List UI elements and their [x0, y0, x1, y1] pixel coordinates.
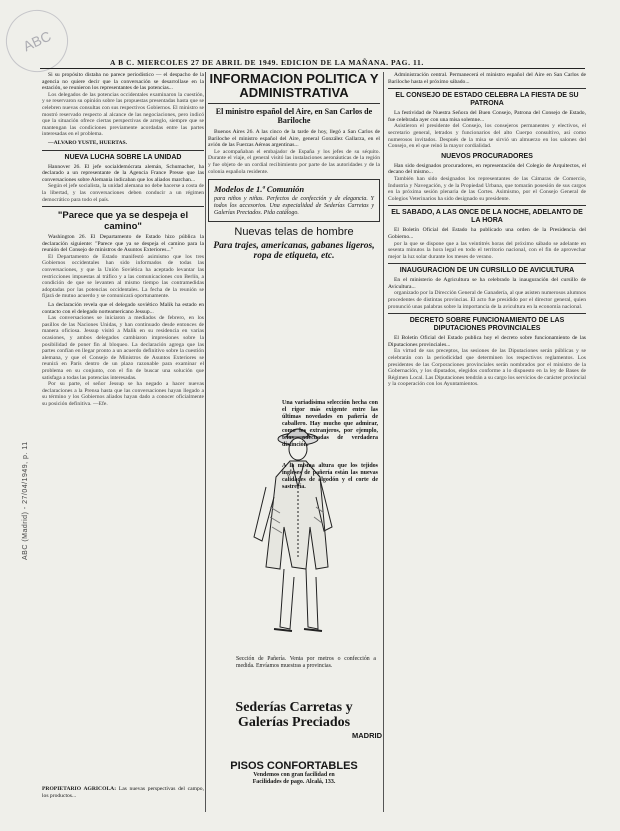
- procuradores-body: Han sido designados procuradores, en representación del Colegio de Arquitectos, el decano del mismo...: [388, 162, 586, 176]
- ministro-body-cont: Le acompañaban el embajador de España y los jefes de su séquito. Durante el viaje, el general visitó las instalaciones aeronáuticas de la región y fue objeto de un cordial recibimiento por parte de las autoridades y de la colonia española residente.: [208, 148, 380, 175]
- declaracion-body-cont: Las conversaciones se iniciaron a mediados de febrero, en los pasillos de las Naciones Unidas, y han continuado desde entonces de manera oficiosa. Jessup visitó a Malik en su residencia en varias ocasiones, y ambos delegados cambiaron impresiones sobre la posibilidad de poner fin al bloqueo. La declaración agrega que las partes confían en llegar pronto a un acuerdo definitivo sobre la cuestión alemana, y que el Consejo de Ministros de Asuntos Exteriores se reunirá en París dentro de un plazo razonable para examinar el problema en su conjunto, con el fin de buscar una solución que satisfaga a todas las potencias interesadas.: [42, 315, 204, 381]
- apartments-ad-line2: Facilidades de pago. Alcalá, 133.: [252, 778, 336, 785]
- communion-ad: [208, 179, 380, 221]
- running-head: A B C. MIERCOLES 27 DE ABRIL DE 1949. EDICION DE LA MAÑANA. PAG. 11.: [110, 58, 424, 67]
- declaracion-body: La declaración revela que el delegado soviético Malik ha estado en contacto con el delegado norteamericano Jessup...: [42, 302, 204, 315]
- headline-consejo: EL CONSEJO DE ESTADO CELEBRA LA FIESTA DE SU PATRONA: [395, 92, 579, 108]
- fabric-ad-text2: A la misma altura que los tejidos ingleses de pañería están las nuevas calidades de algodón y el corte de sastrería.: [282, 463, 378, 490]
- fabric-ad-text: Una variadísima selección hecha con el rigor más exigente entre las últimas novedades en pañería de caballero. Hay mucho que admirar, como los extranjeros, por ejemplo, telas adecuadas de verdadera distinción.: [282, 400, 378, 448]
- cursillo-body-cont: organizado por la Dirección General de Ganadería, al que asisten numerosos alumnos procedentes de distintas provincias. El acto fue presidido por el director general, quien pronunció unas palabras sobre la importancia de la avicultura en la economía nacional.: [388, 290, 586, 310]
- apartments-ad-line1: Vendemos con gran facilidad en: [253, 772, 335, 778]
- library-stamp: ABC: [0, 0, 78, 82]
- headline-ministro: El ministro español del Aire, en San Carlos de Bariloche: [215, 107, 373, 125]
- separator: [388, 205, 586, 206]
- separator: [42, 150, 204, 151]
- declaracion-body-cont2: Por su parte, el señor Jessup se ha negado a hacer nuevas declaraciones a la Prensa hasta que las conversaciones hayan llegado a su término y los Gobiernos aliados hayan dado a conocer oficialmente su posición definitiva. —Efe.: [42, 381, 204, 407]
- column-3: [388, 72, 586, 812]
- separator: [388, 263, 586, 264]
- cursillo-body: En el ministerio de Agricultura se ha celebrado la inauguración del cursillo de Avicultura...: [388, 277, 586, 290]
- separator: [388, 88, 586, 89]
- separator: [42, 206, 204, 207]
- unidad-body: Hannover 26. El jefe socialdemócrata alemán, Schumacher, ha declarado a un representante de la Agencia France Presse que las conversaciones sobre Alemania indicaban que los aliados marchan...: [42, 163, 204, 183]
- apartments-ad: [206, 760, 382, 786]
- fabric-ad-copy: [282, 400, 378, 491]
- apartments-ad-title: PISOS CONFORTABLES: [230, 760, 358, 772]
- unidad-body-cont: Según el jefe socialista, la unidad alemana no debe hacerse a costa de la libertad, y las conversaciones deben conducir a un régimen democrático para todo el país.: [42, 183, 204, 203]
- headline-procuradores: NUEVOS PROCURADORES: [441, 152, 533, 160]
- diputaciones-body: El Boletín Oficial del Estado publica hoy el decreto sobre funcionamiento de las Diputaciones provinciales...: [388, 335, 586, 348]
- column-1: [42, 72, 204, 812]
- agricultural-notice: [42, 786, 204, 799]
- store-brand: [206, 700, 382, 740]
- col1-intro: Si su propósito distaba no parece periodístico — el despacho de la agencia no quiere decir que la conversación se desarrollase en la estación, se reunieron los representantes de las potencias...: [42, 72, 204, 92]
- separator: [388, 313, 586, 314]
- hora-body: El Boletín Oficial del Estado ha publicado una orden de la Presidencia del Gobierno...: [388, 227, 586, 240]
- top-rule: [40, 68, 585, 69]
- fabric-ad-promo: Para trajes, americanas, gabanes ligeros, ropa de etiqueta, etc.: [213, 240, 375, 262]
- separator: [208, 103, 380, 104]
- fabric-ad-title: Nuevas telas de hombre: [234, 225, 354, 238]
- headline-unidad: NUEVA LUCHA SOBRE LA UNIDAD: [64, 153, 182, 161]
- communion-ad-body: para niños y niñas. Perfectos de confección y de elegancia. Y todos los accesorios. Una especialidad de Sederías Carretas y Galerías Preciados. Pida catálogo.: [214, 196, 374, 216]
- procuradores-body-cont: También han sido designados los representantes de las Cámaras de Comercio, Industria y Navegación, y de la Propiedad Urbana, que tomarán posesión de sus cargos en la próxima sesión plenaria de las Cortes. Asimismo, por el Consejo General de Colegios Veterinarios ha sido designado su presidente.: [388, 175, 586, 202]
- consejo-body: La festividad de Nuestra Señora del Buen Consejo, Patrona del Consejo de Estado, fue celebrada ayer con una misa solemne...: [388, 110, 586, 123]
- ministro-body: Buenos Aires 26. A las cinco de la tarde de hoy, llegó a San Carlos de Bariloche el ministro español del Aire, general González Gallarza, en el avión de las Fuerzas Aéreas argentinas...: [208, 129, 380, 149]
- headline-cursillo: INAUGURACION DE UN CURSILLO DE AVICULTURA: [399, 267, 575, 275]
- col1-intro-cont: Los delegados de las potencias occidentales examinaron la cuestión, y se reservaron su opinión sobre las propuestas presentadas hasta que se celebren nuevas consultas con sus respectivos Gobiernos. El ministro se mostró reservado respecto al alcance de las negociaciones, pero indicó que la situación ofrece ciertas perspectivas de arreglo, siempre que se mantengan las condiciones previamente acordadas entre las partes interesadas en el problema.: [42, 91, 204, 138]
- column-divider-2: [383, 72, 384, 812]
- brand-line-2: Galerías Preciados: [237, 715, 351, 730]
- pub-label: PROPIETARIO AGRICOLA:: [42, 786, 117, 792]
- hora-body-cont: por la que se dispone que a las veintitrés horas del próximo sábado se adelante en sesenta minutos la hora legal en todo el territorio nacional, con el fin de aprovechar mejor la luz solar durante los meses de verano.: [388, 240, 586, 260]
- brand-city: MADRID: [352, 731, 382, 740]
- headline-hora: EL SABADO, A LAS ONCE DE LA NOCHE, ADELANTO DE LA HORA: [391, 209, 583, 225]
- col3-intro: Administración central. Permanecerá el ministro español del Aire en San Carlos de Bariloche hasta el próximo sábado...: [388, 72, 586, 85]
- brand-line-1: Sederías Carretas y: [235, 700, 353, 715]
- communion-ad-title: Modelos de 1.ª Comunión: [214, 184, 305, 195]
- headline-despeja: "Parece que ya se despeja el camino": [57, 210, 189, 233]
- despeja-body: Washington 26. El Departamento de Estado hizo pública la declaración siguiente: "Parece que ya se despeja el camino para la reunión del Consejo de ministros de Asuntos Exteriores...": [42, 234, 204, 254]
- despeja-body-cont: El Departamento de Estado manifestó asimismo que los tres Gobiernos occidentales han sido informados de todas las conversaciones, y que la Unión Soviética ha aceptado levantar las restricciones impuestas al tráfico y a las comunicaciones con Berlín, a condición de que se levanten al mismo tiempo las contramedidas adoptadas por las potencias occidentales. La fecha de la reunión se fijará de mutuo acuerdo y se comunicará oportunamente.: [42, 253, 204, 300]
- fabric-ad-note: Sección de Pañería. Venta por metros o confección a medida. Envíamos muestras a provincias.: [236, 656, 376, 669]
- pub-text: Las nuevas perspectivas del campo, los productos...: [42, 786, 204, 799]
- diputaciones-body-cont: En virtud de sus preceptos, las sesiones de las Diputaciones serán públicas y se celebrarán con la periodicidad que determinen los respectivos reglamentos. Los presidentes de las Corporaciones provinciales serán nombrados por el ministro de la Gobernación, y los diputados, elegidos conforme a lo dispuesto en la ley de Bases de Régimen Local. Las Diputaciones tendrán a su cargo los servicios de carácter provincial y la cooperación con los Ayuntamientos.: [388, 348, 586, 388]
- section-title: INFORMACION POLITICA Y ADMINISTRATIVA: [209, 72, 379, 100]
- col1-byline: —ALVARO YUSTE, HUERTAS.: [48, 139, 128, 146]
- consejo-body-cont: Asistieron el presidente del Consejo, los consejeros permanentes y electivos, el secretario general, letrados y funcionarios del alto Cuerpo consultivo, así como numerosos invitados. Después de la misa se sirvió un almuerzo en los salones del Consejo, en el que reinó la mayor cordialidad.: [388, 123, 586, 150]
- headline-diputaciones: DECRETO SOBRE FUNCIONAMIENTO DE LAS DIPUTACIONES PROVINCIALES: [409, 317, 565, 333]
- archive-imprint: ABC (Madrid) - 27/04/1949, p. 11: [22, 441, 29, 560]
